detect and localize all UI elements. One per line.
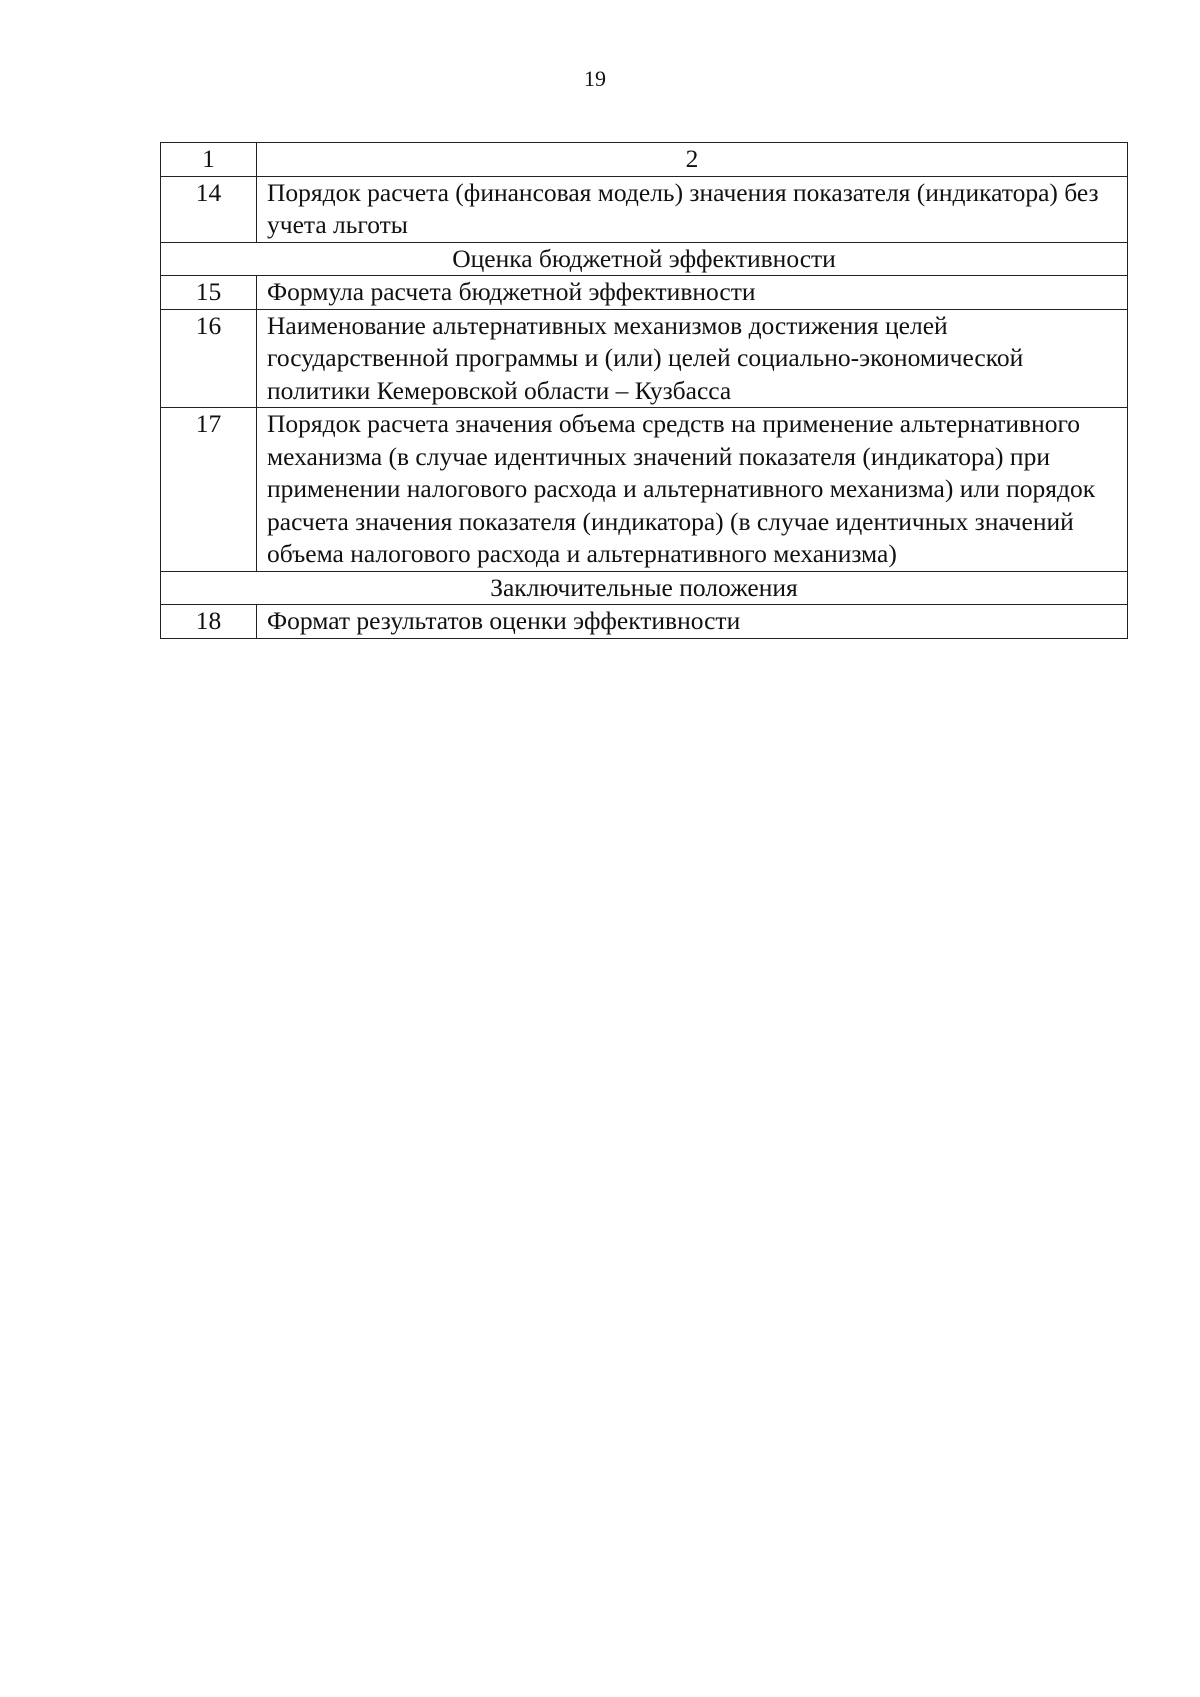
row-text: Наименование альтернативных механизмов достижения целей государственной программы и (или) целей социально-экономической политики Кемеровской области – Кузбасса [257, 309, 1128, 408]
section-title: Оценка бюджетной эффективности [161, 242, 1128, 276]
row-number: 18 [161, 605, 257, 639]
table-row [161, 408, 1128, 572]
section-row [161, 242, 1128, 276]
row-number: 15 [161, 276, 257, 310]
table-row [161, 176, 1128, 242]
row-text: Порядок расчета (финансовая модель) значения показателя (индикатора) без учета льготы [257, 176, 1128, 242]
row-number: 14 [161, 176, 257, 242]
row-text: Формат результатов оценки эффективности [257, 605, 1128, 639]
header-cell-text: 2 [257, 143, 1128, 177]
section-row [161, 571, 1128, 605]
row-text: Порядок расчета значения объема средств на применение альтернативного механизма (в случае идентичных значений показателя (индикатора) при применении налогового расхода и альтернативного механизма) или порядок расчета значения показателя (индикатора) (в случае идентичных значений объема налогового расхода и альтернативного механизма) [257, 408, 1128, 572]
row-text: Формула расчета бюджетной эффективности [257, 276, 1128, 310]
table-row [161, 309, 1128, 408]
section-title: Заключительные положения [161, 571, 1128, 605]
table-header-row [161, 143, 1128, 177]
row-number: 17 [161, 408, 257, 572]
page-number: 19 [584, 66, 606, 91]
evaluation-table [160, 142, 1128, 639]
row-number: 16 [161, 309, 257, 408]
table-row [161, 276, 1128, 310]
header-cell-number: 1 [161, 143, 257, 177]
table-row [161, 605, 1128, 639]
